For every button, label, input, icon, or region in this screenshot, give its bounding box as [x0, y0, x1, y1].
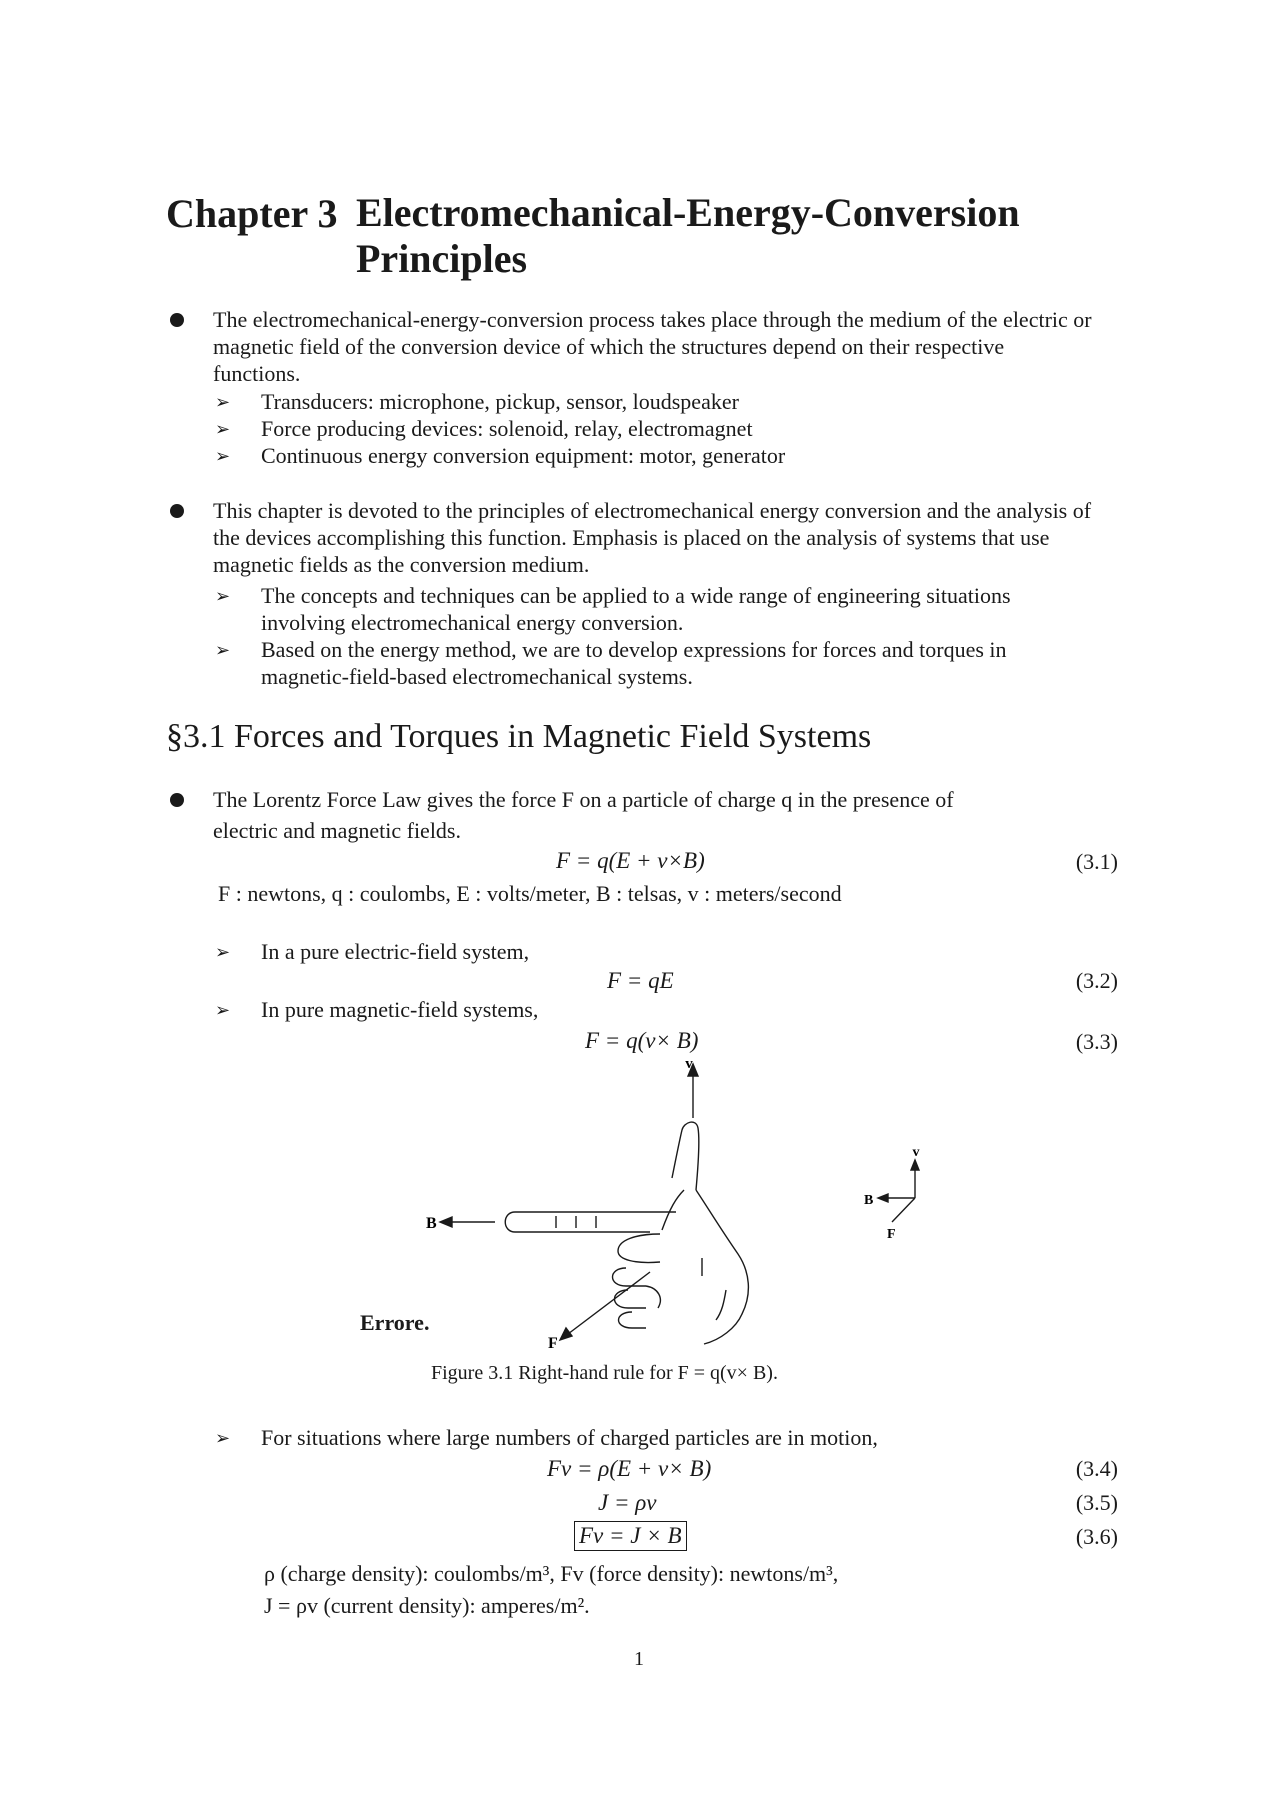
- section-title: §3.1 Forces and Torques in Magnetic Field Systems: [166, 718, 872, 755]
- bullet-dot: [170, 504, 184, 518]
- list-item: For situations where large numbers of charged particles are in motion,: [261, 1425, 878, 1450]
- units-line: F : newtons, q : coulombs, E : volts/meter, B : telsas, v : meters/second: [218, 881, 842, 906]
- arrow-bullet-icon: ➢: [215, 640, 231, 660]
- triad-label-v: v: [912, 1145, 920, 1160]
- definition-line-1: ρ (charge density): coulombs/m³, Fv (force density): newtons/m³,: [264, 1561, 839, 1586]
- arrow-bullet-icon: ➢: [215, 446, 231, 466]
- bullet-dot: [170, 313, 184, 327]
- error-text: Errore.: [360, 1310, 430, 1335]
- chapter-title: Electromechanical-Energy-Conversion Principles: [356, 190, 1020, 281]
- figure-label-F: F: [548, 1335, 558, 1348]
- list-item: Based on the energy method, we are to develop expressions for forces and torques in magnetic-field-based electromechanical systems.: [261, 637, 1007, 689]
- list-item: Transducers: microphone, pickup, sensor, loudspeaker: [261, 389, 739, 414]
- figure-caption: Figure 3.1 Right-hand rule for F = q(v× B).: [431, 1362, 778, 1384]
- equation-number: (3.2): [1075, 968, 1118, 993]
- arrow-bullet-icon: ➢: [215, 942, 231, 962]
- equation-3-6-boxed: Fv = J × B: [574, 1521, 687, 1551]
- intro-paragraph-2: This chapter is devoted to the principles of electromechanical energy conversion and the analysis of the devices accomplishing this function. Emphasis is placed on the analysis of systems that use magnetic fields as the conversion medium.: [213, 498, 1092, 577]
- equation-3-5: J = ρv: [598, 1490, 657, 1515]
- equation-3-1: F = q(E + v×B): [556, 848, 705, 873]
- equation-number: (3.5): [1075, 1490, 1118, 1515]
- list-item: The concepts and techniques can be applied to a wide range of engineering situations involving electromechanical energy conversion.: [261, 583, 1011, 635]
- chapter-number: Chapter 3: [166, 191, 338, 236]
- intro-paragraph-1: The electromechanical-energy-conversion process takes place through the medium of the electric or magnetic field of the conversion device of which the structures depend on their respective functions.: [213, 307, 1092, 386]
- equation-number: (3.4): [1075, 1456, 1118, 1481]
- triad-label-B: B: [864, 1193, 874, 1208]
- definition-line-2: J = ρv (current density): amperes/m².: [264, 1593, 590, 1618]
- figure-label-v: v: [685, 1058, 693, 1072]
- lorentz-line-1: The Lorentz Force Law gives the force F on a particle of charge q in the presence of: [213, 787, 954, 812]
- arrow-bullet-icon: ➢: [215, 1428, 231, 1448]
- equation-3-4: Fv = ρ(E + v× B): [547, 1456, 712, 1481]
- equation-number: (3.1): [1075, 849, 1118, 874]
- lorentz-line-2: electric and magnetic fields.: [213, 818, 461, 843]
- arrow-bullet-icon: ➢: [215, 419, 231, 439]
- list-item: In a pure electric-field system,: [261, 939, 530, 964]
- triad-label-F: F: [887, 1227, 896, 1242]
- page-number: 1: [634, 1648, 644, 1670]
- equation-3-2: F = qE: [607, 968, 674, 993]
- list-item: Force producing devices: solenoid, relay, electromagnet: [261, 416, 753, 441]
- arrow-bullet-icon: ➢: [215, 1000, 231, 1020]
- equation-3-3: F = q(v× B): [585, 1028, 699, 1053]
- right-hand-rule-figure: [340, 1058, 940, 1348]
- equation-number: (3.6): [1075, 1524, 1118, 1549]
- bullet-dot: [170, 793, 184, 807]
- figure-label-B: B: [426, 1215, 437, 1232]
- arrow-bullet-icon: ➢: [215, 586, 231, 606]
- list-item: In pure magnetic-field systems,: [261, 997, 539, 1022]
- equation-number: (3.3): [1075, 1029, 1118, 1054]
- arrow-bullet-icon: ➢: [215, 392, 231, 412]
- list-item: Continuous energy conversion equipment: motor, generator: [261, 443, 786, 468]
